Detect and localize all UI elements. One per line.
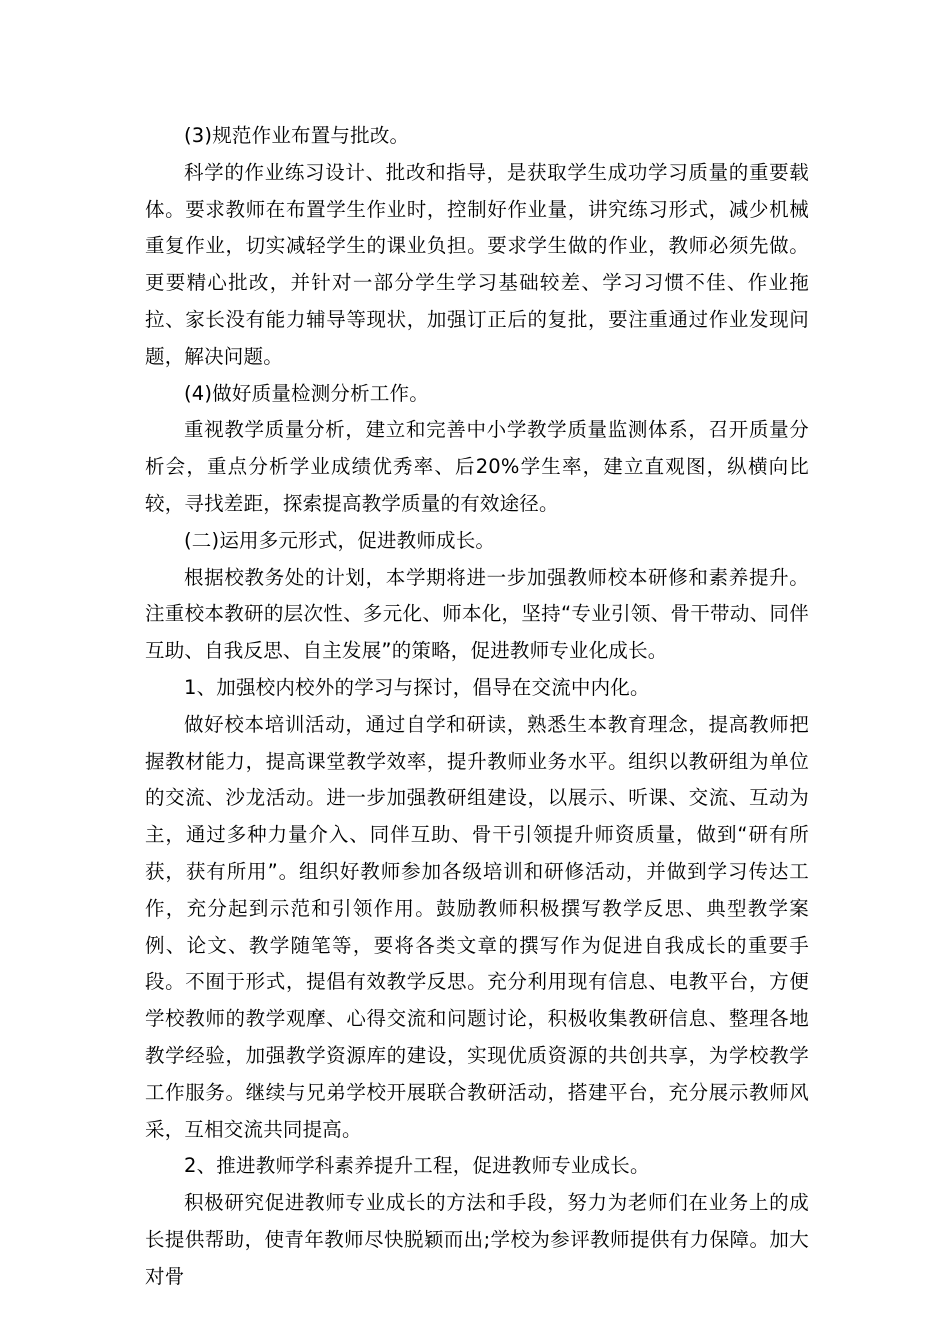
paragraph-teacher-growth-plan: 根据校教务处的计划，本学期将进一步加强教师校本研修和素养提升。注重校本教研的层次性、多元化、师本化，坚持“专业引领、骨干带动、同伴互助、自我反思、自主发展”的策略，促进教师专业化成长。 bbox=[145, 565, 809, 663]
heading-homework-arrangement: (3)规范作业布置与批改。 bbox=[184, 124, 410, 147]
heading-teacher-growth: (二)运用多元形式，促进教师成长。 bbox=[184, 528, 496, 552]
heading-subject-literacy: 2、推进教师学科素养提升工程，促进教师专业成长。 bbox=[184, 1154, 650, 1178]
document-body bbox=[145, 118, 809, 1296]
paragraph-homework-design: 科学的作业练习设计、批改和指导，是获取学生成功学习质量的重要载体。要求教师在布置学生作业时，控制好作业量，讲究练习形式，减少机械重复作业，切实减轻学生的课业负担。要求学生做的作业，教师必须先做。更要精心批改，并针对一部分学生学习基础较差、学习习惯不佳、作业拖拉、家长没有能力辅导等现状，加强订正后的复批，要注重通过作业发现问题，解决问题。 bbox=[145, 160, 809, 368]
paragraph-professional-growth: 积极研究促进教师专业成长的方法和手段，努力为老师们在业务上的成长提供帮助，使青年教师尽快脱颖而出;学校为参评教师提供有力保障。加大对骨 bbox=[145, 1191, 809, 1288]
paragraph-quality-analysis: 重视教学质量分析，建立和完善中小学教学质量监测体系，召开质量分析会，重点分析学业成绩优秀率、后20%学生率，建立直观图，纵横向比较，寻找差距，探索提高教学质量的有效途径。 bbox=[145, 418, 809, 515]
paragraph-school-training: 做好校本培训活动，通过自学和研读，熟悉生本教育理念，提高教师把握教材能力，提高课堂教学效率，提升教师业务水平。组织以教研组为单位的交流、沙龙活动。进一步加强教研组建设，以展示、听课、交流、互动为主，通过多种力量介入、同伴互助、骨干引领提升师资质量，做到“研有所获，获有所用”。组织好教师参加各级培训和研修活动，并做到学习传达工作，充分起到示范和引领作用。鼓励教师积极撰写教学反思、典型教学案例、论文、教学随笔等，要将各类文章的撰写作为促进自我成长的重要手段。不囿于形式，提倡有效教学反思。充分利用现有信息、电教平台，方便学校教师的教学观摩、心得交流和问题讨论，积极收集教研信息、整理各地教学经验，加强教学资源库的建设，实现优质资源的共创共享，为学校教学工作服务。继续与兄弟学校开展联合教研活动，搭建平台，充分展示教师风采，互相交流共同提高。 bbox=[145, 712, 809, 1141]
heading-quality-analysis: (4)做好质量检测分析工作。 bbox=[184, 381, 429, 405]
heading-learning-exchange: 1、加强校内校外的学习与探讨，倡导在交流中内化。 bbox=[184, 675, 650, 699]
